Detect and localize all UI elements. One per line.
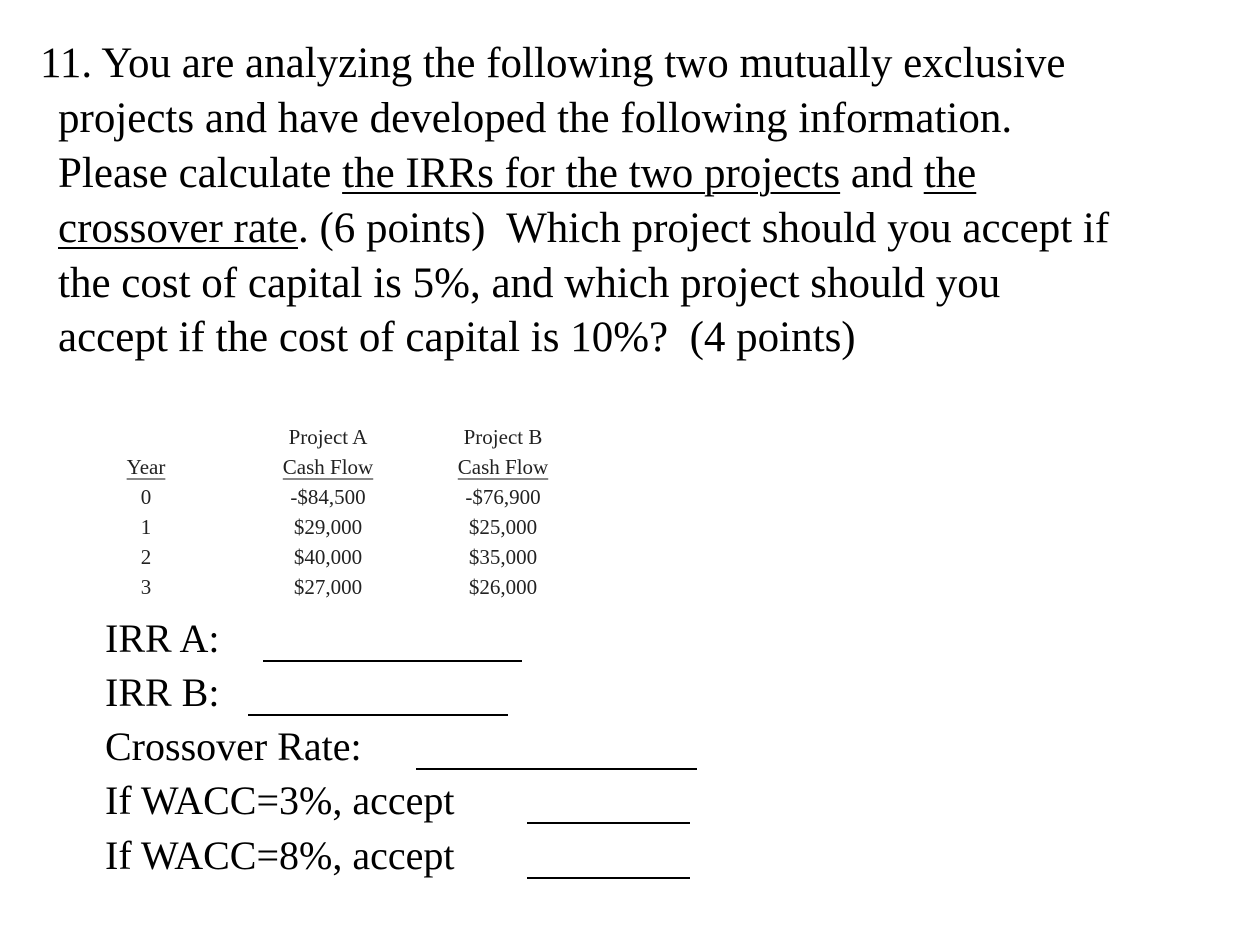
question-line-3 — [58, 146, 976, 201]
question-line-1 — [40, 36, 1065, 91]
irr-b-label: IRR B: — [105, 670, 220, 715]
project-a-column — [258, 422, 398, 602]
table-cell: $29,000 — [293, 515, 363, 539]
project-b-column — [433, 422, 573, 602]
table-cell: 2 — [140, 545, 152, 569]
crossover-rate-blank[interactable] — [416, 768, 697, 770]
table-cell: -$84,500 — [290, 485, 366, 509]
wacc-8-label: If WACC=8%, accept — [105, 833, 455, 878]
year-column — [106, 422, 186, 602]
table-cell: $35,000 — [468, 545, 538, 569]
underlined-irrs-phrase: the IRRs for the two projects — [342, 150, 841, 197]
question-text-segment: Please calculate — [58, 150, 343, 197]
table-cell: $26,000 — [468, 575, 538, 599]
underlined-crossover-rate: crossover rate — [58, 205, 298, 252]
crossover-rate-label: Crossover Rate: — [105, 724, 362, 769]
wacc-8-blank[interactable] — [527, 877, 690, 879]
wacc-3-label: If WACC=3%, accept — [105, 778, 455, 823]
project-a-subheader: Cash Flow — [282, 455, 374, 479]
wacc-3-blank[interactable] — [527, 822, 690, 824]
project-a-header: Project A — [288, 425, 368, 449]
question-number: 11. — [40, 40, 93, 87]
question-line-6: accept if the cost of capital is 10%? (4 points) — [58, 314, 856, 361]
underlined-the: the — [923, 150, 977, 197]
project-b-header: Project B — [463, 425, 543, 449]
question-line-5: the cost of capital is 5%, and which project should you — [58, 260, 1001, 307]
question-line-4 — [58, 201, 1109, 256]
table-cell: 0 — [140, 485, 152, 509]
irr-b-blank[interactable] — [248, 714, 508, 716]
irr-a-blank[interactable] — [263, 660, 522, 662]
irr-a-label: IRR A: — [105, 616, 220, 661]
question-text-segment: You are analyzing the following two mutually exclusive — [101, 40, 1066, 87]
project-b-subheader: Cash Flow — [457, 455, 549, 479]
year-header: Year — [126, 455, 166, 479]
table-cell: -$76,900 — [465, 485, 541, 509]
table-cell: $40,000 — [293, 545, 363, 569]
question-line-2: projects and have developed the following information. — [58, 95, 1013, 142]
table-cell: 3 — [140, 575, 152, 599]
question-text-segment: and — [840, 150, 924, 197]
table-cell: $27,000 — [293, 575, 363, 599]
table-cell: $25,000 — [468, 515, 538, 539]
question-text-segment: . (6 points) Which project should you accept if — [297, 205, 1110, 252]
table-cell: 1 — [140, 515, 152, 539]
